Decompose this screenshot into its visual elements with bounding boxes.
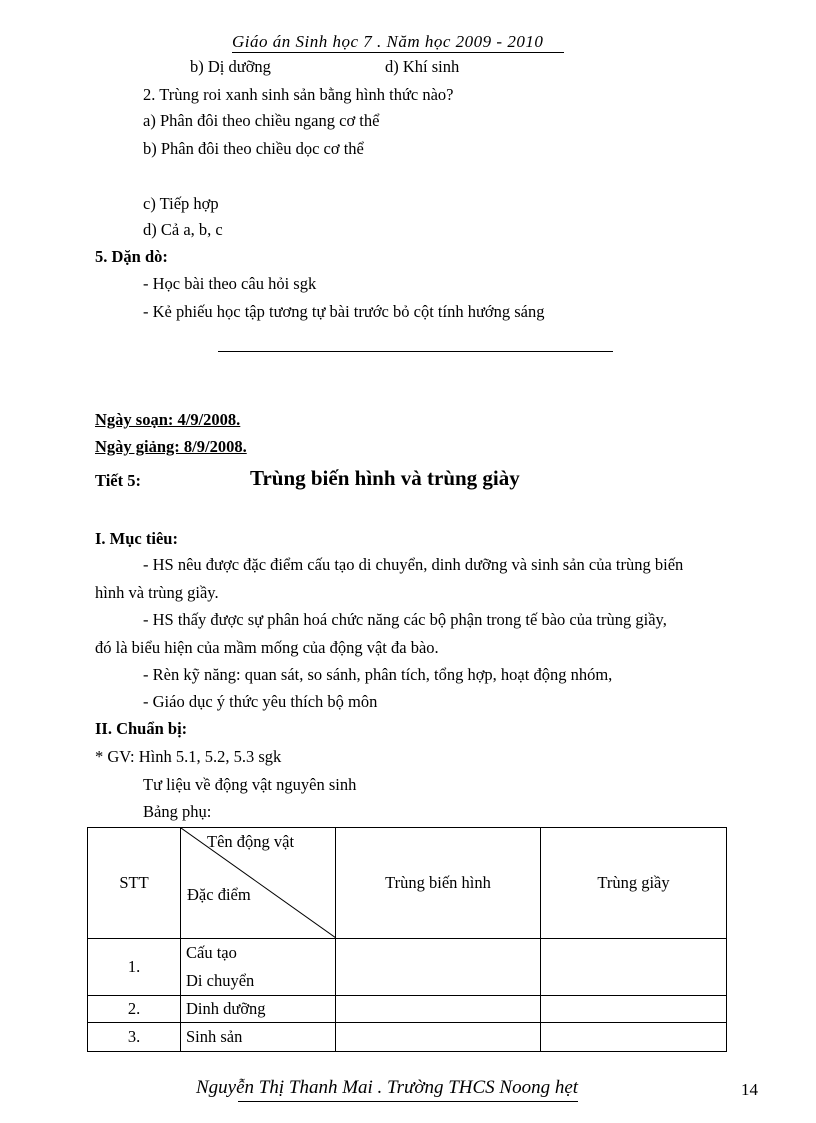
comparison-table bbox=[87, 827, 727, 1052]
quiz-option-b: b) Dị dưỡng bbox=[190, 57, 271, 76]
homework-heading: 5. Dặn dò: bbox=[95, 247, 168, 266]
cell-empty bbox=[541, 1023, 727, 1052]
objective-line: hình và trùng giầy. bbox=[95, 583, 219, 602]
row-feature: Sinh sản bbox=[181, 1023, 336, 1052]
header-diag-top: Tên động vật bbox=[207, 832, 295, 851]
quiz-question-2: 2. Trùng roi xanh sinh sản bằng hình thức nào? bbox=[143, 85, 454, 104]
header-diagonal-cell bbox=[181, 828, 336, 939]
feature-line: Cấu tạo bbox=[186, 943, 237, 962]
homework-item: - Học bài theo câu hỏi sgk bbox=[143, 274, 317, 293]
row-number: 2. bbox=[88, 996, 181, 1023]
period-label: Tiết 5: bbox=[95, 471, 141, 490]
quiz-q2-option-b: b) Phân đôi theo chiều dọc cơ thể bbox=[143, 139, 364, 158]
table-header-row bbox=[88, 828, 727, 939]
quiz-option-d: d) Khí sinh bbox=[385, 57, 460, 76]
cell-empty bbox=[336, 996, 541, 1023]
running-header: Giáo án Sinh học 7 . Năm học 2009 - 2010 bbox=[232, 32, 544, 51]
page-number: 14 bbox=[741, 1080, 758, 1099]
table-row bbox=[88, 996, 727, 1023]
objective-line: - HS nêu được đặc điểm cấu tạo di chuyển, dinh dưỡng và sinh sản của trùng biến bbox=[143, 555, 684, 574]
objectives-heading: I. Mục tiêu: bbox=[95, 529, 178, 548]
row-feature: Dinh dưỡng bbox=[181, 996, 336, 1023]
quiz-q2-option-c: c) Tiếp hợp bbox=[143, 194, 219, 213]
objective-line: - HS thấy được sự phân hoá chức năng các bộ phận trong tế bào của trùng giầy, bbox=[143, 610, 667, 629]
table-row bbox=[88, 939, 727, 996]
objective-line: đó là biểu hiện của mầm mống của động vật đa bào. bbox=[95, 638, 439, 657]
row-feature bbox=[181, 939, 336, 996]
cell-empty bbox=[336, 1023, 541, 1052]
header-underline bbox=[232, 52, 564, 53]
footer-underline bbox=[238, 1101, 578, 1102]
lesson-title: Trùng biến hình và trùng giày bbox=[250, 466, 520, 490]
header-diag-bottom: Đặc điểm bbox=[187, 885, 251, 904]
cell-empty bbox=[336, 939, 541, 996]
preparation-material: Tư liệu về động vật nguyên sinh bbox=[143, 775, 357, 794]
footer-author: Nguyễn Thị Thanh Mai . Trường THCS Noong hẹt bbox=[196, 1077, 579, 1098]
objective-line: - Rèn kỹ năng: quan sát, so sánh, phân tích, tổng hợp, hoạt động nhóm, bbox=[143, 665, 613, 684]
quiz-q2-option-a: a) Phân đôi theo chiều ngang cơ thể bbox=[143, 111, 380, 130]
prep-date: Ngày soạn: 4/9/2008. bbox=[95, 410, 241, 429]
header-stt: STT bbox=[88, 828, 181, 939]
header-col-1: Trùng biến hình bbox=[336, 828, 541, 939]
objective-line: - Giáo dục ý thức yêu thích bộ môn bbox=[143, 692, 378, 711]
cell-empty bbox=[541, 996, 727, 1023]
preparation-gv: * GV: Hình 5.1, 5.2, 5.3 sgk bbox=[95, 747, 282, 766]
section-divider bbox=[218, 351, 613, 352]
header-col-2: Trùng giầy bbox=[541, 828, 727, 939]
quiz-q2-option-d: d) Cả a, b, c bbox=[143, 220, 223, 239]
teach-date: Ngày giảng: 8/9/2008. bbox=[95, 437, 247, 456]
row-number: 1. bbox=[88, 939, 181, 996]
row-number: 3. bbox=[88, 1023, 181, 1052]
preparation-heading: II. Chuẩn bị: bbox=[95, 719, 188, 738]
preparation-board: Bảng phụ: bbox=[143, 802, 212, 821]
feature-line: Di chuyển bbox=[186, 971, 255, 990]
table-row bbox=[88, 1023, 727, 1052]
homework-item: - Kẻ phiếu học tập tương tự bài trước bỏ cột tính hướng sáng bbox=[143, 302, 545, 321]
cell-empty bbox=[541, 939, 727, 996]
